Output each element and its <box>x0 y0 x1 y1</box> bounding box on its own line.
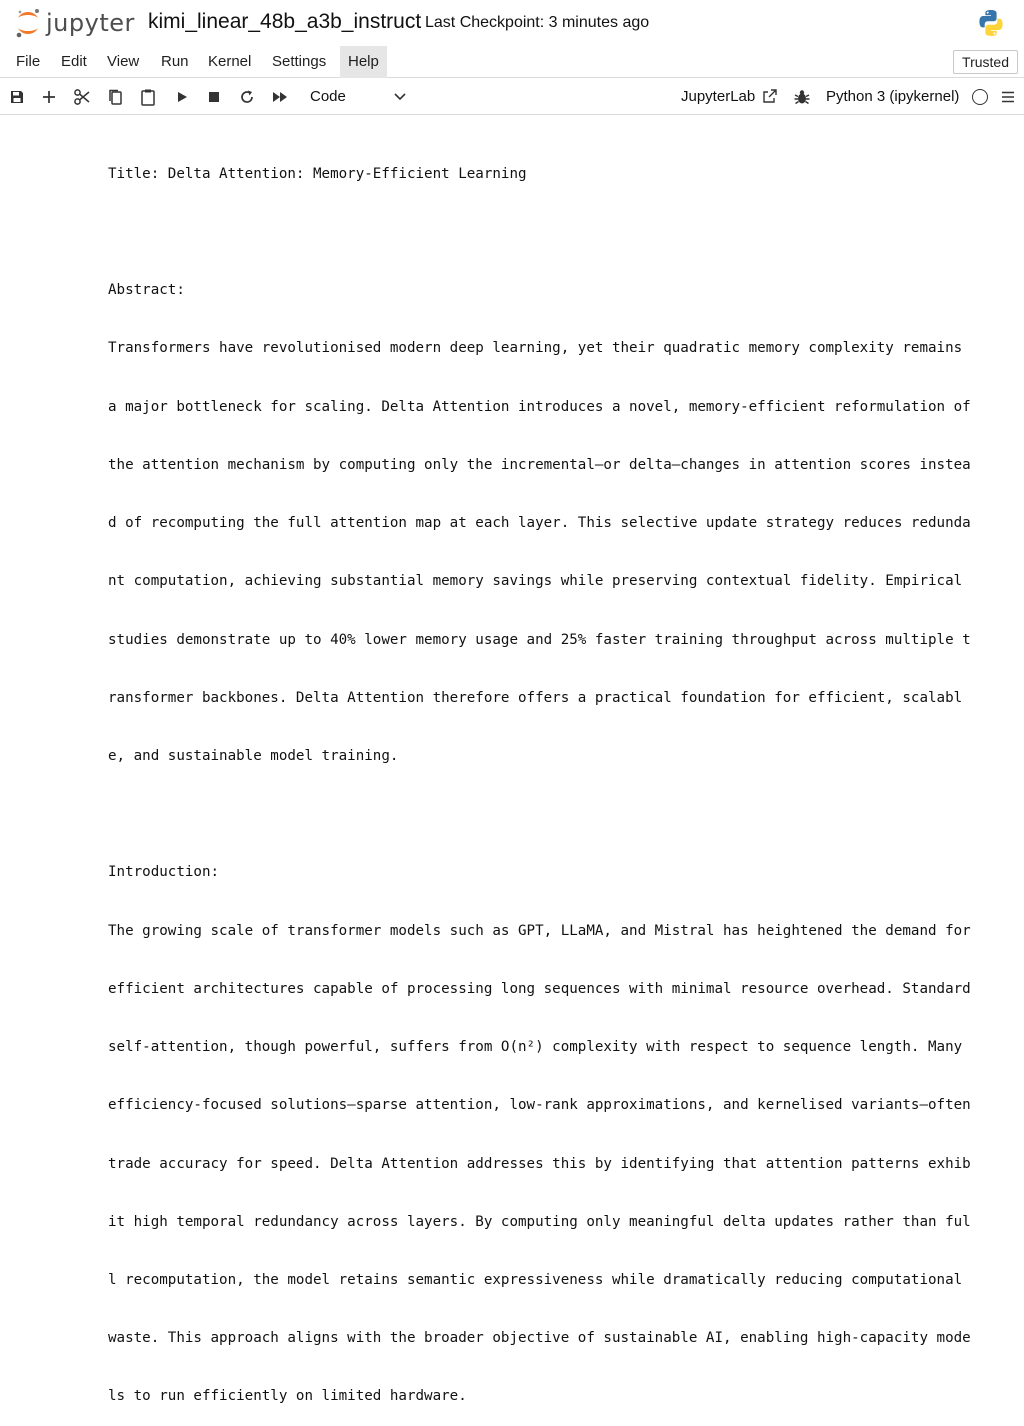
introduction-line: efficiency-focused solutions—sparse attention, low-rank approximations, and kernelised variants—often <box>108 1097 971 1114</box>
abstract-line: a major bottleneck for scaling. Delta Attention introduces a novel, memory-efficient reformulation of <box>108 398 971 415</box>
kernel-status-idle-icon <box>972 89 988 105</box>
stop-icon <box>208 91 220 103</box>
add-cell-button[interactable] <box>39 87 59 107</box>
top-header <box>0 0 1024 46</box>
abstract-line: d of recomputing the full attention map at each layer. This selective update strategy reduces redunda <box>108 515 971 532</box>
save-icon <box>9 89 25 105</box>
notebook-cell-content <box>108 126 1018 1426</box>
debugger-bug-icon[interactable] <box>793 88 811 106</box>
menu-hamburger-icon[interactable] <box>1000 89 1016 105</box>
open-jupyterlab-link[interactable]: JupyterLab <box>681 88 756 105</box>
jupyter-logo-text: jupyter <box>46 9 135 37</box>
abstract-line: nt computation, achieving substantial memory savings while preserving contextual fidelity. Empirical <box>108 573 963 590</box>
restart-run-all-button[interactable] <box>270 87 290 107</box>
stop-button[interactable] <box>204 87 224 107</box>
copy-icon <box>107 88 123 106</box>
menu-kernel[interactable]: Kernel <box>208 53 252 70</box>
menu-bar <box>0 46 1024 78</box>
run-button[interactable] <box>172 87 192 107</box>
jupyter-logo[interactable] <box>14 6 134 40</box>
notebook-title[interactable]: kimi_linear_48b_a3b_instruct <box>148 10 422 33</box>
introduction-line: waste. This approach aligns with the broader objective of sustainable AI, enabling high-capacity mode <box>108 1330 971 1347</box>
abstract-line: Transformers have revolutionised modern deep learning, yet their quadratic memory complexity remains <box>108 340 963 357</box>
paste-icon <box>140 88 156 106</box>
jupyter-logo-icon <box>14 6 42 40</box>
kernel-name[interactable]: Python 3 (ipykernel) <box>826 88 960 105</box>
external-link-icon <box>762 88 778 104</box>
run-icon <box>175 90 189 104</box>
introduction-line: efficient architectures capable of processing long sequences with minimal resource overhead. Standard <box>108 980 971 997</box>
cell-type-dropdown[interactable] <box>310 79 410 115</box>
abstract-line: ransformer backbones. Delta Attention therefore offers a practical foundation for efficient, scalabl <box>108 689 963 706</box>
copy-button[interactable] <box>105 87 125 107</box>
abstract-line: the attention mechanism by computing only the incremental—or delta—changes in attention scores instea <box>108 456 971 473</box>
paper-title-line: Title: Delta Attention: Memory-Efficient Learning <box>108 165 527 182</box>
abstract-line: e, and sustainable model training. <box>108 747 399 764</box>
cut-button[interactable] <box>72 87 92 107</box>
cell-type-value: Code <box>310 88 346 105</box>
restart-button[interactable] <box>237 87 257 107</box>
introduction-line: The growing scale of transformer models such as GPT, LLaMA, and Mistral has heightened the demand for <box>108 922 971 939</box>
save-button[interactable] <box>7 87 27 107</box>
restart-icon <box>239 89 255 105</box>
cut-icon <box>73 88 91 106</box>
introduction-line: ls to run efficiently on limited hardware. <box>108 1388 467 1405</box>
menu-file[interactable]: File <box>16 53 41 70</box>
add-icon <box>41 89 57 105</box>
chevron-down-icon <box>394 92 406 102</box>
notebook-toolbar <box>0 79 1024 115</box>
python-logo-icon <box>976 8 1006 38</box>
abstract-heading: Abstract: <box>108 282 185 299</box>
menu-run[interactable]: Run <box>161 53 189 70</box>
introduction-line: l recomputation, the model retains semantic expressiveness while dramatically reducing computational <box>108 1271 963 1288</box>
menu-edit[interactable]: Edit <box>61 53 87 70</box>
paste-button[interactable] <box>138 87 158 107</box>
introduction-line: it high temporal redundancy across layers. By computing only meaningful delta updates rather than ful <box>108 1213 971 1230</box>
introduction-line: trade accuracy for speed. Delta Attention addresses this by identifying that attention patterns exhib <box>108 1155 971 1172</box>
abstract-line: studies demonstrate up to 40% lower memory usage and 25% faster training throughput across multiple t <box>108 631 971 648</box>
menu-help[interactable]: Help <box>340 46 387 78</box>
fast-forward-icon <box>272 90 288 104</box>
menu-view[interactable]: View <box>107 53 140 70</box>
checkpoint-status: Last Checkpoint: 3 minutes ago <box>425 14 650 31</box>
introduction-heading: Introduction: <box>108 864 220 881</box>
menu-settings[interactable]: Settings <box>272 53 327 70</box>
introduction-line: self-attention, though powerful, suffers from O(n²) complexity with respect to sequence length. Many <box>108 1039 963 1056</box>
trusted-indicator[interactable]: Trusted <box>953 50 1018 74</box>
